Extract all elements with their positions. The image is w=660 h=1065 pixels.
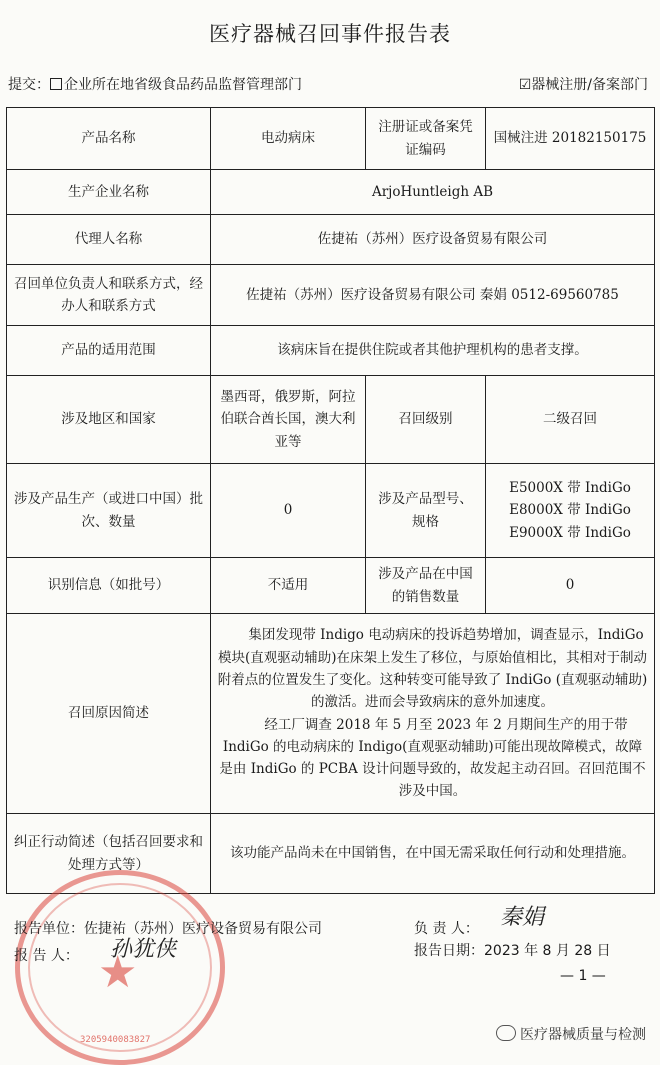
model-item: E5000X 带 IndiGo [509,480,631,497]
action-label: 纠正行动简述（包括召回要求和处理方式等） [7,814,211,894]
model-item: E8000X 带 IndiGo [509,502,631,519]
agent-value: 佐捷祐（苏州）医疗设备贸易有限公司 [211,215,655,265]
region-value: 墨西哥，俄罗斯，阿拉伯联合酋长国，澳大利亚等 [211,376,366,464]
person-in-charge [414,918,479,938]
submit-prefix: 提交： [8,77,50,93]
region-label: 涉及地区和国家 [7,376,211,464]
sales-label: 涉及产品在中国的销售数量 [366,558,486,614]
reg-value: 国械注进 20182150175 [486,108,655,170]
seal-star-icon: ★ [98,947,138,998]
sales-value: 0 [486,558,655,614]
reason-label: 召回原因简述 [7,614,211,814]
reporter [14,945,79,965]
submit-line [8,74,648,94]
reason-paragraph-2: 经工厂调查 2018 年 5 月至 2023 年 2 月期间生产的用于带 IndiGo 的电动病床的 Indigo(直观驱动辅助)可能出现故障模式，故障是由 IndiGo 的 PCBA 设计问题导致的，故发起主动召回。召回范围不涉及中国。 [219,716,646,800]
contact-label: 召回单位负责人和联系方式，经办人和联系方式 [7,265,211,326]
reporter-label: 报 告 人： [14,948,79,964]
contact-value: 佐捷祐（苏州）医疗设备贸易有限公司 秦娟 0512-69560785 [211,265,655,326]
scope-value: 该病床旨在提供住院或者其他护理机构的患者支撑。 [211,326,655,376]
reason-value [211,614,655,814]
batch-label: 涉及产品生产（或进口中国）批次、数量 [7,464,211,558]
level-label: 召回级别 [366,376,486,464]
product-name-label: 产品名称 [7,108,211,170]
watermark [496,1024,646,1044]
person-label: 负 责 人： [414,921,479,937]
submit-option-province: 企业所在地省级食品药品监督管理部门 [64,77,302,93]
company-seal [15,870,225,1065]
person-signature: 秦娟 [500,905,545,930]
product-name-value: 电动病床 [211,108,366,170]
level-value: 二级召回 [486,376,655,464]
watermark-text: 医疗器械质量与检测 [520,1027,646,1043]
submit-right [519,74,648,94]
reporter-signature: 孙犹侠 [110,937,177,962]
wechat-icon [496,1025,516,1041]
reason-paragraph-1: 集团发现带 Indigo 电动病床的投诉趋势增加，调查显示，IndiGo 模块(直观驱动辅助)在床架上发生了移位，与原始值相比，其相对于制动附着点的位置发生了变化。这种转变可能导致了 IndiGo (直观驱动辅助)的激活。进而会导致病床的意外加速度。 [217,627,648,711]
manufacturer-label: 生产企业名称 [7,170,211,215]
report-date [414,940,611,960]
action-value: 该功能产品尚未在中国销售，在中国无需采取任何行动和处理措施。 [211,814,655,894]
id-label: 识别信息（如批号） [7,558,211,614]
batch-value: 0 [211,464,366,558]
report-unit-label: 报告单位： [14,921,84,937]
report-unit-value: 佐捷祐（苏州）医疗设备贸易有限公司 [84,921,322,937]
report-date-label: 报告日期： [414,943,484,959]
page-number: — 1 — [560,968,606,984]
report-date-value: 2023 年 8 月 28 日 [484,943,611,959]
recall-report-table [6,107,655,894]
model-list [486,464,655,558]
page-title: 医疗器械召回事件报告表 [209,22,451,46]
checkbox-registration-checked[interactable]: ☑ [518,77,532,93]
agent-label: 代理人名称 [7,215,211,265]
reg-label: 注册证或备案凭证编码 [366,108,486,170]
model-item: E9000X 带 IndiGo [509,524,631,541]
scope-label: 产品的适用范围 [7,326,211,376]
checkbox-province[interactable] [50,78,62,90]
id-value: 不适用 [211,558,366,614]
model-label: 涉及产品型号、规格 [366,464,486,558]
manufacturer-value: ArjoHuntleigh AB [211,170,655,215]
seal-code: 3205940083827 [80,1035,151,1045]
submit-option-registration: 器械注册/备案部门 [531,77,648,93]
